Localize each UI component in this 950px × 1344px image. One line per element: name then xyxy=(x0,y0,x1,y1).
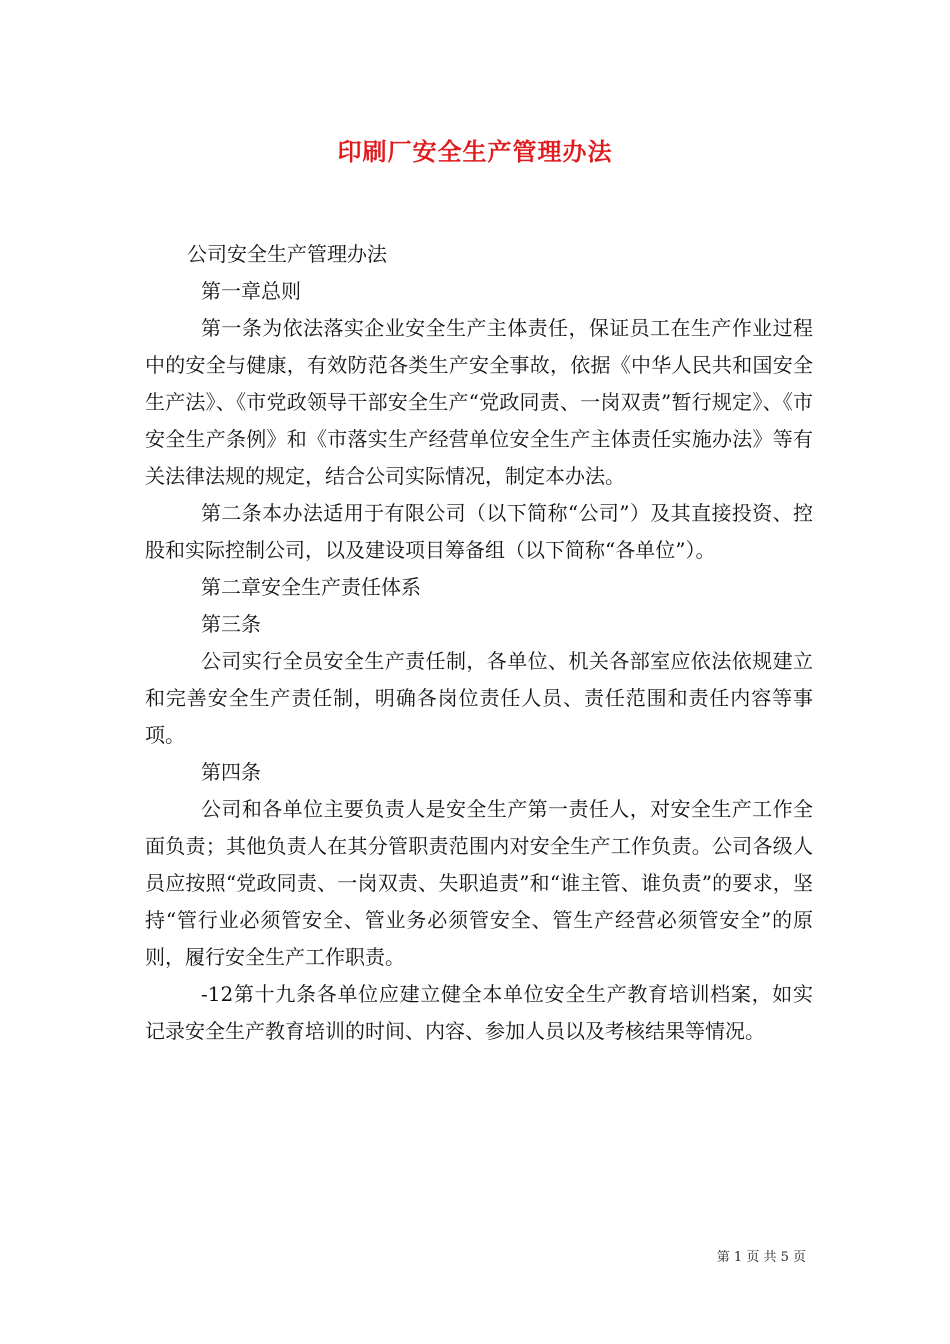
chapter-heading: 第二章安全生产责任体系 xyxy=(201,575,421,599)
document-body xyxy=(145,236,813,1050)
article-paragraph: 第二条本办法适用于有限公司（以下简称“公司”）及其直接投资、控股和实际控制公司，以及建设项目筹备组（以下简称“各单位”）。 xyxy=(145,501,813,562)
article-paragraph: -12第十九条各单位应建立健全本单位安全生产教育培训档案，如实记录安全生产教育培训的时间、内容、参加人员以及考核结果等情况。 xyxy=(145,982,813,1043)
article-paragraph: 第一条为依法落实企业安全生产主体责任，保证员工在生产作业过程中的安全与健康，有效防范各类生产安全事故，依据《中华人民共和国安全生产法》、《市党政领导干部安全生产“党政同责、一岗双责”暂行规定》、《市安全生产条例》和《市落实生产经营单位安全生产主体责任实施办法》等有关法律法规的规定，结合公司实际情况，制定本办法。 xyxy=(145,316,813,488)
article-heading: 第三条 xyxy=(201,612,261,636)
page-indicator: 第 1 页 共 5 页 xyxy=(716,1250,806,1265)
page-title: 印刷厂安全生产管理办法 xyxy=(337,137,613,166)
document-subtitle: 公司安全生产管理办法 xyxy=(187,242,387,266)
article-heading: 第四条 xyxy=(201,760,261,784)
article-paragraph: 公司和各单位主要负责人是安全生产第一责任人，对安全生产工作全面负责；其他负责人在其分管职责范围内对安全生产工作负责。公司各级人员应按照“党政同责、一岗双责、失职追责”和“谁主管、谁负责”的要求，坚持“管行业必须管安全、管业务必须管安全、管生产经营必须管安全”的原则，履行安全生产工作职责。 xyxy=(145,797,813,969)
article-paragraph: 公司实行全员安全生产责任制，各单位、机关各部室应依法依规建立和完善安全生产责任制，明确各岗位责任人员、责任范围和责任内容等事项。 xyxy=(145,649,813,747)
chapter-heading: 第一章总则 xyxy=(201,279,301,303)
